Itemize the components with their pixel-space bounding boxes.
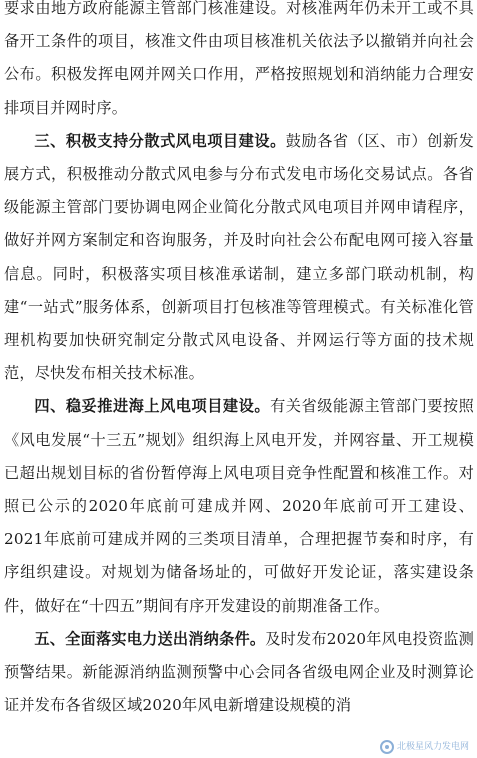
section-5-heading: 五、全面落实电力送出消纳条件。 [34, 629, 266, 648]
paragraph-approval [4, 0, 474, 125]
section-4-body: 有关省级能源主管部门要按照《风电发展“十三五”规划》组织海上风电开发，并网容量、开工规模已超出规划目标的省份暂停海上风电项目竞争性配置和核准工作。对照已公示的2020年底前可建成并网、2020年底前可开工建设、2021年底前可建成并网的三类项目清单，合理把握节奏和时序，有序组织建设。对规划为储备场址的，可做好开发论证，落实建设条件，做好在“十四五”期间有序开发建设的前期准备工作。 [4, 397, 475, 615]
section-3-paragraph [4, 125, 474, 391]
section-5-paragraph [4, 623, 474, 723]
watermark-label: 北极星风力发电网 [396, 741, 469, 752]
document-body [4, 0, 474, 722]
section-4-paragraph [4, 390, 474, 622]
watermark-logo-icon [380, 740, 394, 754]
paragraph-text: 要求由地方政府能源主管部门核准建设。对核准两年仍未开工或不具备开工条件的项目，核准文件由项目核准机关依法予以撤销并向社会公布。积极发挥电网并网关口作用，严格按照规划和消纳能力合理安排项目并网时序。 [4, 0, 474, 117]
section-5-body: 及时发布2020年风电投资监测预警结果。新能源消纳监测预警中心会同各省级电网企业及时测算论证并发布各省级区域2020年风电新增建设规模的消 [4, 629, 474, 715]
section-3-body: 鼓励各省（区、市）创新发展方式，积极推动分散式风电参与分布式发电市场化交易试点。各省级能源主管部门要协调电网企业简化分散式风电项目并网申请程序，做好并网方案制定和咨询服务，并及时向社会公布配电网可接入容量信息。同时，积极落实项目核准承诺制，建立多部门联动机制，构建“一站式”服务体系，创新项目打包核准等管理模式。有关标准化管理机构要加快研究制定分散式风电设备、并网运行等方面的技术规范，尽快发布相关技术标准。 [4, 131, 474, 383]
section-3-heading: 三、积极支持分散式风电项目建设。 [34, 131, 286, 150]
watermark [380, 740, 469, 754]
section-4-heading: 四、稳妥推进海上风电项目建设。 [34, 397, 271, 416]
